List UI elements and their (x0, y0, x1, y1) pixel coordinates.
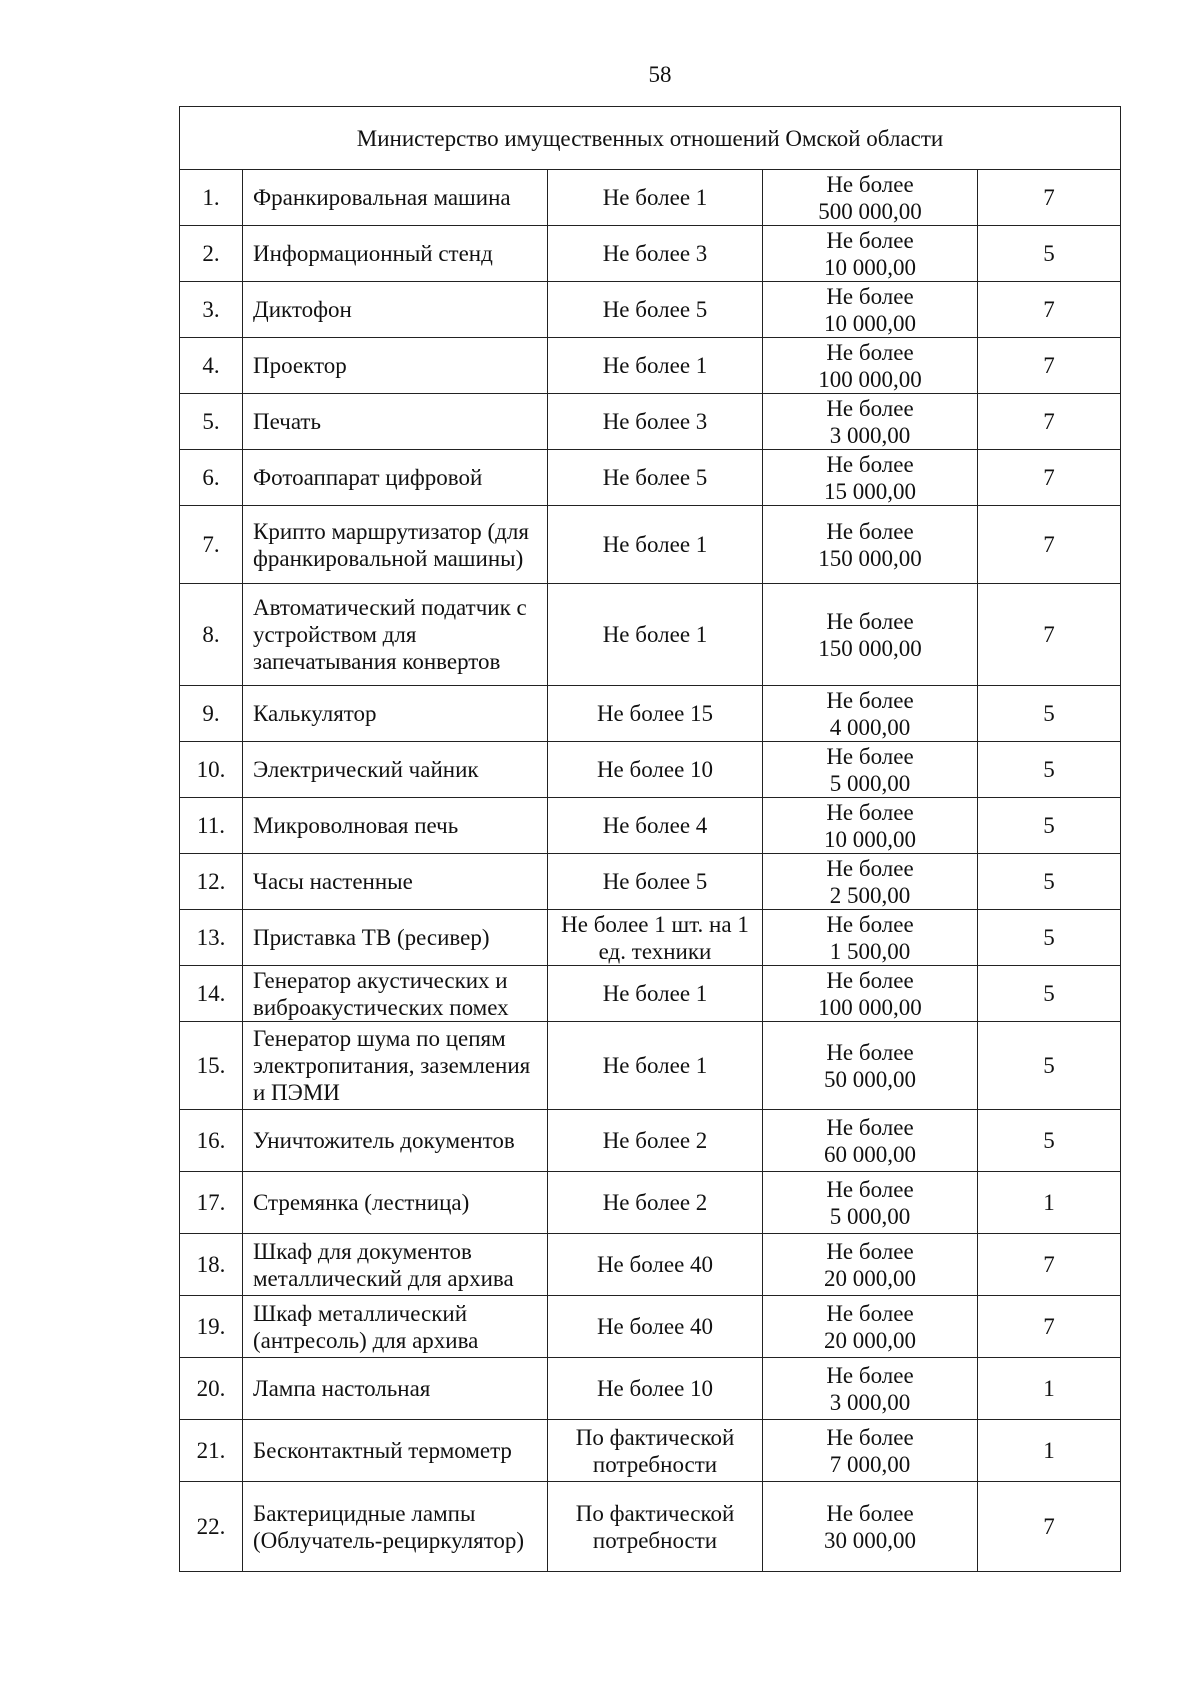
price-prefix: Не более (826, 227, 914, 253)
table-row (180, 1110, 1121, 1172)
row-number: 11. (180, 798, 243, 854)
section-header-row (180, 107, 1121, 170)
item-name: Франкировальная машина (243, 170, 548, 226)
price-value: 4 000,00 (829, 714, 911, 740)
row-number: 22. (180, 1482, 243, 1572)
equipment-table (179, 106, 1121, 1572)
item-name: Калькулятор (243, 686, 548, 742)
service-term: 7 (978, 450, 1121, 506)
price-value: 100 000,00 (818, 366, 922, 392)
item-name: Печать (243, 394, 548, 450)
table-row (180, 854, 1121, 910)
price-value: 150 000,00 (818, 635, 922, 661)
item-name: Бактерицидные лампы (Облучатель-рециркулятор) (243, 1482, 548, 1572)
price-value: 60 000,00 (824, 1141, 916, 1167)
price-prefix: Не более (826, 1424, 914, 1450)
price-value: 3 000,00 (829, 422, 911, 448)
item-quantity: Не более 1 (548, 584, 763, 686)
row-number: 15. (180, 1022, 243, 1110)
price-prefix: Не более (826, 339, 914, 365)
item-quantity: Не более 5 (548, 450, 763, 506)
equipment-table-body (180, 107, 1121, 1572)
item-quantity: Не более 1 шт. на 1 ед. техники (548, 910, 763, 966)
table-row (180, 1482, 1121, 1572)
price-value: 1 500,00 (829, 938, 911, 964)
table-row (180, 506, 1121, 584)
item-name: Генератор акустических и виброакустических помех (243, 966, 548, 1022)
service-term: 7 (978, 394, 1121, 450)
item-price (763, 1358, 978, 1420)
item-quantity: Не более 1 (548, 170, 763, 226)
item-price (763, 1022, 978, 1110)
price-value: 150 000,00 (818, 545, 922, 571)
price-prefix: Не более (826, 608, 914, 634)
item-price (763, 506, 978, 584)
item-quantity: Не более 2 (548, 1172, 763, 1234)
table-row (180, 450, 1121, 506)
price-prefix: Не более (826, 1362, 914, 1388)
item-price (763, 1296, 978, 1358)
item-price (763, 686, 978, 742)
service-term: 5 (978, 742, 1121, 798)
price-prefix: Не более (826, 1114, 914, 1140)
section-title: Министерство имущественных отношений Омской области (180, 107, 1121, 170)
item-quantity: Не более 3 (548, 394, 763, 450)
service-term: 1 (978, 1358, 1121, 1420)
table-row (180, 1234, 1121, 1296)
page-number: 58 (648, 62, 672, 87)
item-name: Шкаф для документов металлический для архива (243, 1234, 548, 1296)
item-name: Шкаф металлический (антресоль) для архива (243, 1296, 548, 1358)
service-term: 7 (978, 506, 1121, 584)
item-name: Электрический чайник (243, 742, 548, 798)
table-row (180, 394, 1121, 450)
service-term: 7 (978, 282, 1121, 338)
item-quantity: По фактической потребности (548, 1482, 763, 1572)
table-row (180, 282, 1121, 338)
item-name: Микроволновая печь (243, 798, 548, 854)
row-number: 20. (180, 1358, 243, 1420)
price-prefix: Не более (826, 687, 914, 713)
price-prefix: Не более (826, 911, 914, 937)
item-price (763, 1482, 978, 1572)
item-price (763, 226, 978, 282)
item-price (763, 1172, 978, 1234)
item-name: Проектор (243, 338, 548, 394)
item-price (763, 584, 978, 686)
table-row (180, 338, 1121, 394)
item-name: Часы настенные (243, 854, 548, 910)
table-row (180, 1172, 1121, 1234)
item-name: Фотоаппарат цифровой (243, 450, 548, 506)
item-quantity: Не более 2 (548, 1110, 763, 1172)
item-price (763, 966, 978, 1022)
price-prefix: Не более (826, 283, 914, 309)
price-value: 10 000,00 (824, 254, 916, 280)
service-term: 5 (978, 226, 1121, 282)
table-row (180, 1296, 1121, 1358)
price-value: 500 000,00 (818, 198, 922, 224)
price-prefix: Не более (826, 395, 914, 421)
price-prefix: Не более (826, 1039, 914, 1065)
price-value: 5 000,00 (829, 1203, 911, 1229)
table-row (180, 1420, 1121, 1482)
item-name: Автоматический податчик с устройством для запечатывания конвертов (243, 584, 548, 686)
item-quantity: Не более 1 (548, 506, 763, 584)
row-number: 17. (180, 1172, 243, 1234)
item-price (763, 910, 978, 966)
item-name: Крипто маршрутизатор (для франкировальной машины) (243, 506, 548, 584)
item-price (763, 798, 978, 854)
item-quantity: Не более 40 (548, 1296, 763, 1358)
price-value: 5 000,00 (829, 770, 911, 796)
item-price (763, 282, 978, 338)
item-quantity: Не более 5 (548, 854, 763, 910)
table-row (180, 226, 1121, 282)
item-quantity: Не более 10 (548, 1358, 763, 1420)
row-number: 8. (180, 584, 243, 686)
item-price (763, 170, 978, 226)
table-row (180, 686, 1121, 742)
row-number: 21. (180, 1420, 243, 1482)
item-name: Уничтожитель документов (243, 1110, 548, 1172)
table-row (180, 966, 1121, 1022)
item-name: Стремянка (лестница) (243, 1172, 548, 1234)
item-price (763, 1234, 978, 1296)
item-quantity: Не более 3 (548, 226, 763, 282)
service-term: 7 (978, 1482, 1121, 1572)
row-number: 10. (180, 742, 243, 798)
price-value: 10 000,00 (824, 826, 916, 852)
item-name: Бесконтактный термометр (243, 1420, 548, 1482)
table-row (180, 742, 1121, 798)
service-term: 5 (978, 1110, 1121, 1172)
price-value: 30 000,00 (824, 1527, 916, 1553)
price-prefix: Не более (826, 518, 914, 544)
price-prefix: Не более (826, 743, 914, 769)
service-term: 1 (978, 1420, 1121, 1482)
item-quantity: Не более 5 (548, 282, 763, 338)
row-number: 3. (180, 282, 243, 338)
item-name: Информационный стенд (243, 226, 548, 282)
item-name: Лампа настольная (243, 1358, 548, 1420)
table-row (180, 1358, 1121, 1420)
item-price (763, 854, 978, 910)
item-quantity: По фактической потребности (548, 1420, 763, 1482)
item-name: Диктофон (243, 282, 548, 338)
item-name: Приставка ТВ (ресивер) (243, 910, 548, 966)
item-name: Генератор шума по цепям электропитания, заземления и ПЭМИ (243, 1022, 548, 1110)
service-term: 5 (978, 798, 1121, 854)
item-quantity: Не более 1 (548, 338, 763, 394)
item-quantity: Не более 1 (548, 966, 763, 1022)
item-price (763, 1420, 978, 1482)
item-price (763, 394, 978, 450)
price-prefix: Не более (826, 1238, 914, 1264)
price-value: 20 000,00 (824, 1265, 916, 1291)
price-value: 3 000,00 (829, 1389, 911, 1415)
service-term: 5 (978, 854, 1121, 910)
row-number: 4. (180, 338, 243, 394)
price-prefix: Не более (826, 1300, 914, 1326)
item-price (763, 1110, 978, 1172)
price-value: 2 500,00 (829, 882, 911, 908)
row-number: 13. (180, 910, 243, 966)
item-quantity: Не более 40 (548, 1234, 763, 1296)
service-term: 7 (978, 170, 1121, 226)
service-term: 7 (978, 584, 1121, 686)
item-price (763, 450, 978, 506)
price-prefix: Не более (826, 967, 914, 993)
table-row (180, 1022, 1121, 1110)
price-value: 100 000,00 (818, 994, 922, 1020)
service-term: 1 (978, 1172, 1121, 1234)
item-quantity: Не более 15 (548, 686, 763, 742)
item-quantity: Не более 10 (548, 742, 763, 798)
price-value: 50 000,00 (824, 1066, 916, 1092)
service-term: 7 (978, 1296, 1121, 1358)
price-prefix: Не более (826, 1176, 914, 1202)
row-number: 16. (180, 1110, 243, 1172)
row-number: 7. (180, 506, 243, 584)
item-quantity: Не более 1 (548, 1022, 763, 1110)
service-term: 7 (978, 1234, 1121, 1296)
price-value: 7 000,00 (829, 1451, 911, 1477)
item-price (763, 742, 978, 798)
row-number: 19. (180, 1296, 243, 1358)
service-term: 5 (978, 910, 1121, 966)
price-prefix: Не более (826, 451, 914, 477)
row-number: 2. (180, 226, 243, 282)
row-number: 14. (180, 966, 243, 1022)
row-number: 1. (180, 170, 243, 226)
service-term: 5 (978, 686, 1121, 742)
table-row (180, 910, 1121, 966)
table-row (180, 798, 1121, 854)
price-prefix: Не более (826, 171, 914, 197)
item-quantity: Не более 4 (548, 798, 763, 854)
price-prefix: Не более (826, 1500, 914, 1526)
price-value: 10 000,00 (824, 310, 916, 336)
price-value: 15 000,00 (824, 478, 916, 504)
service-term: 5 (978, 1022, 1121, 1110)
row-number: 5. (180, 394, 243, 450)
table-row (180, 170, 1121, 226)
row-number: 9. (180, 686, 243, 742)
price-prefix: Не более (826, 799, 914, 825)
price-prefix: Не более (826, 855, 914, 881)
service-term: 5 (978, 966, 1121, 1022)
row-number: 18. (180, 1234, 243, 1296)
table-row (180, 584, 1121, 686)
row-number: 12. (180, 854, 243, 910)
item-price (763, 338, 978, 394)
row-number: 6. (180, 450, 243, 506)
service-term: 7 (978, 338, 1121, 394)
price-value: 20 000,00 (824, 1327, 916, 1353)
